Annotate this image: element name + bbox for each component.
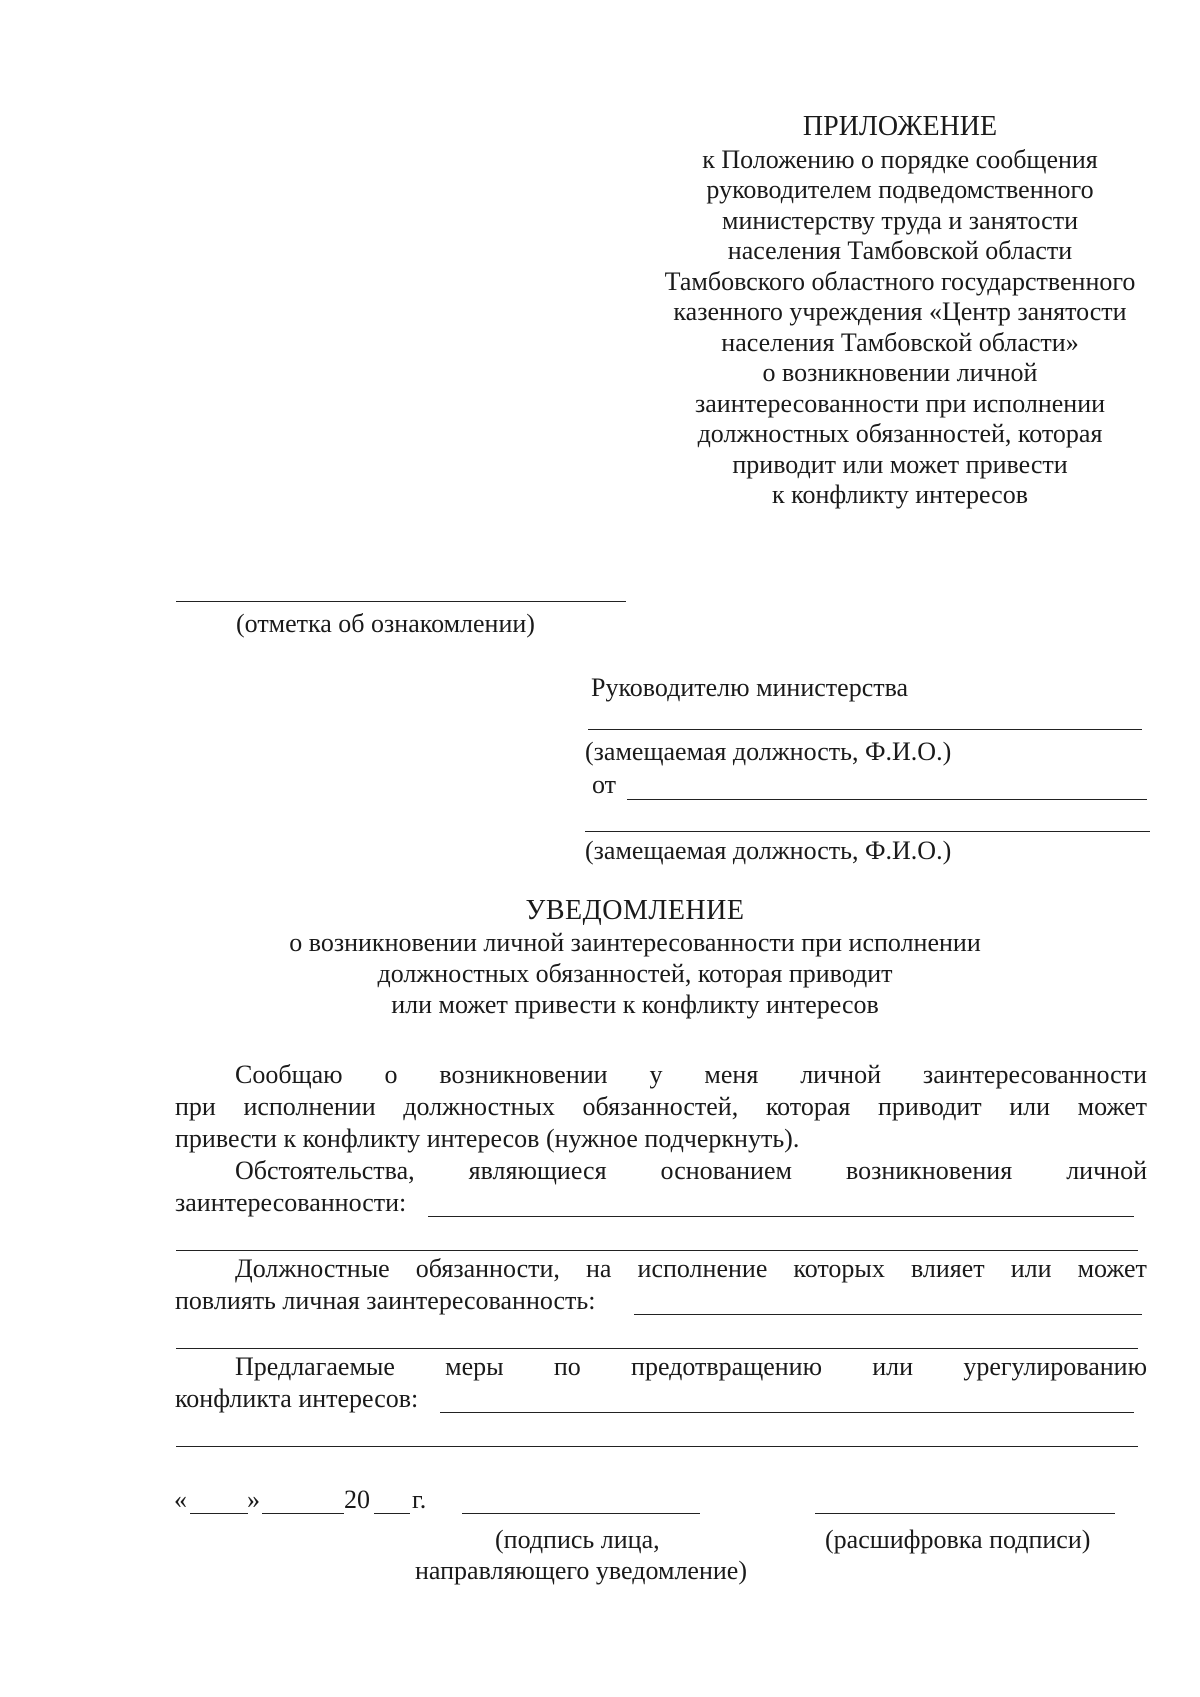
word: предотвращению	[631, 1352, 823, 1381]
circumstances-field[interactable]	[428, 1216, 1134, 1217]
date-year-field[interactable]	[374, 1513, 410, 1514]
p4-line-1	[235, 1351, 1147, 1382]
word: на	[586, 1254, 612, 1283]
p3-line-2-label: повлиять личная заинтересованность:	[175, 1286, 596, 1315]
date-month-field[interactable]	[262, 1513, 344, 1514]
appendix-line: должностных обязанностей, которая	[697, 419, 1103, 448]
decoding-caption: (расшифровка подписи)	[825, 1525, 1091, 1554]
word: Сообщаю	[235, 1060, 343, 1089]
word: личной	[800, 1060, 881, 1089]
word: возникновении	[439, 1060, 608, 1089]
word: или	[1010, 1254, 1052, 1283]
word: или	[1009, 1092, 1051, 1121]
word: Обстоятельства,	[235, 1156, 415, 1185]
appendix-title: ПРИЛОЖЕНИЕ	[802, 111, 998, 142]
word: может	[1077, 1254, 1147, 1283]
appendix-line: к Положению о порядке сообщения	[702, 144, 1098, 174]
appendix-line: заинтересованности при исполнении	[694, 388, 1106, 418]
word: урегулированию	[963, 1352, 1147, 1381]
signature-field[interactable]	[462, 1513, 700, 1514]
appendix-line: казенного учреждения «Центр занятости	[673, 297, 1127, 326]
addressee-to-line[interactable]	[588, 729, 1142, 730]
acknowledgement-caption: (отметка об ознакомлении)	[236, 609, 535, 638]
notice-header	[150, 895, 1120, 1020]
addressee-from-line-2[interactable]	[585, 831, 1150, 832]
word: меры	[445, 1352, 504, 1381]
addressee-from-caption: (замещаемая должность, Ф.И.О.)	[585, 836, 952, 865]
appendix-header	[630, 112, 1170, 511]
word: личной	[1066, 1156, 1147, 1185]
word: приводит	[877, 1092, 982, 1121]
duties-field-2[interactable]	[176, 1348, 1138, 1349]
appendix-line: населения Тамбовской области	[727, 236, 1073, 265]
p2-line-1	[235, 1155, 1147, 1186]
notice-heading: УВЕДОМЛЕНИЕ	[525, 895, 745, 926]
notice-subtitle-line: или может привести к конфликту интересов	[391, 990, 879, 1019]
addressee-from-label: от	[592, 770, 617, 799]
word: обязанностей,	[582, 1092, 739, 1121]
p1-line-1	[235, 1059, 1147, 1090]
appendix-line: министерству труда и занятости	[722, 205, 1078, 235]
appendix-line: приводит или может привести	[732, 449, 1068, 479]
duties-field[interactable]	[634, 1314, 1142, 1315]
word: Предлагаемые	[235, 1352, 395, 1381]
signature-decoding-field[interactable]	[815, 1513, 1115, 1514]
word: обязанности,	[415, 1254, 560, 1283]
date-close-quote: »	[247, 1485, 260, 1514]
appendix-line: к конфликту интересов	[772, 480, 1028, 509]
word: или	[872, 1352, 914, 1381]
date-year-suffix: г.	[412, 1485, 427, 1514]
circumstances-field-2[interactable]	[176, 1250, 1138, 1251]
notice-subtitle-line: о возникновении личной заинтересованности при исполнении	[289, 928, 981, 957]
word: Должностные	[235, 1254, 390, 1283]
appendix-line: руководителем подведомственного	[706, 175, 1094, 204]
appendix-line: населения Тамбовской области»	[721, 327, 1079, 357]
word: основанием	[660, 1156, 792, 1185]
date-day-field[interactable]	[190, 1513, 248, 1514]
acknowledgement-line[interactable]	[176, 601, 626, 602]
word: может	[1077, 1092, 1147, 1121]
p4-line-2-label: конфликта интересов:	[175, 1384, 419, 1413]
word: при	[175, 1092, 216, 1121]
word: которая	[765, 1092, 851, 1121]
addressee-to-label: Руководителю министерства	[591, 673, 909, 702]
date-year-prefix: 20	[344, 1485, 370, 1514]
p3-line-1	[235, 1253, 1147, 1284]
word: у	[649, 1060, 663, 1089]
word: о	[384, 1060, 398, 1089]
date-open-quote: «	[174, 1485, 187, 1514]
measures-field[interactable]	[440, 1412, 1134, 1413]
word: заинтересованности	[922, 1060, 1147, 1089]
word: влияет	[910, 1254, 985, 1283]
p1-line-2	[175, 1091, 1147, 1122]
signature-caption-2: направляющего уведомление)	[415, 1556, 747, 1585]
word: возникновения	[845, 1156, 1013, 1185]
addressee-from-line[interactable]	[627, 799, 1147, 800]
word: которых	[793, 1254, 885, 1283]
word: должностных	[403, 1092, 555, 1121]
addressee-to-caption: (замещаемая должность, Ф.И.О.)	[585, 737, 952, 766]
measures-field-2[interactable]	[176, 1446, 1138, 1447]
word: по	[553, 1352, 581, 1381]
p2-line-2-label: заинтересованности:	[175, 1188, 407, 1217]
signature-caption: (подпись лица,	[495, 1525, 660, 1554]
word: исполнении	[243, 1092, 376, 1121]
word: являющиеся	[468, 1156, 607, 1185]
appendix-line: о возникновении личной	[762, 358, 1038, 387]
word: исполнение	[637, 1254, 768, 1283]
notice-subtitle-line: должностных обязанностей, которая приводит	[377, 959, 893, 988]
p1-line-3: привести к конфликту интересов (нужное подчеркнуть).	[175, 1124, 800, 1153]
word: меня	[704, 1060, 759, 1089]
appendix-line: Тамбовского областного государственного	[664, 266, 1136, 296]
